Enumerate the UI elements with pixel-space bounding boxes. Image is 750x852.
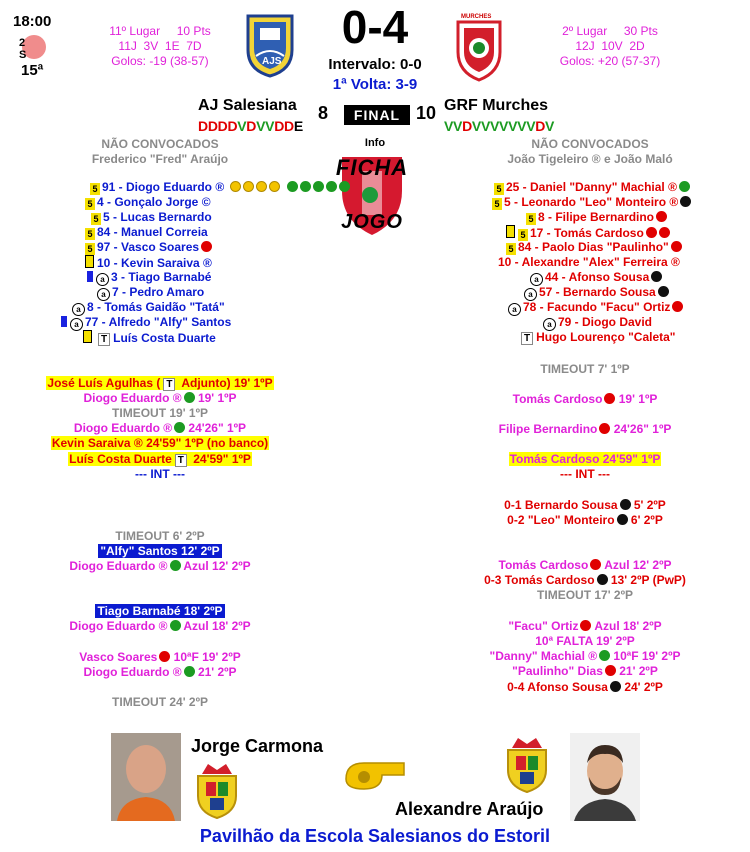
list-item[interactable]: T Hugo Lourenço "Caleta" xyxy=(440,330,750,345)
event-home: Diogo Eduardo ® 24'26" 1ºP xyxy=(73,421,247,435)
svg-text:AJS: AJS xyxy=(262,56,282,67)
away-team-name[interactable]: GRF Murches xyxy=(444,97,549,114)
form-result: D xyxy=(217,118,228,134)
home-goals: Golos: -19 (38-57) xyxy=(111,54,209,68)
away-team-crest[interactable] xyxy=(452,12,506,82)
home-team-name[interactable]: AJ Salesiana xyxy=(198,97,297,114)
list-item[interactable]: 5 84 - Manuel Correia xyxy=(0,225,320,240)
form-result: D xyxy=(535,118,546,134)
away-not-called-label: NÃO CONVOCADOS xyxy=(531,137,649,151)
form-result: V xyxy=(517,118,527,134)
form-result: V xyxy=(480,118,490,134)
list-item[interactable]: a 44 - Afonso Sousa xyxy=(440,270,750,285)
event-home: TIMEOUT 24' 2ºP xyxy=(112,695,208,709)
form-result: V xyxy=(265,118,275,134)
division-badge xyxy=(17,33,47,61)
list-item[interactable]: 5 91 - Diogo Eduardo ® xyxy=(0,180,320,195)
form-result: V xyxy=(499,118,509,134)
home-record: 11J 3V 1E 7D xyxy=(118,39,202,53)
away-standing: 2º Lugar 30 Pts xyxy=(562,24,658,38)
away-record: 12J 10V 2D xyxy=(575,39,645,53)
event-away: TIMEOUT 17' 2ºP xyxy=(537,588,633,602)
form-result: D xyxy=(274,118,285,134)
kickoff-time: 18:00 xyxy=(13,13,52,30)
home-not-called: Frederico "Fred" Araújo xyxy=(91,152,229,166)
event-home: José Luís Agulhas ( T Adjunto) 19' 1ºP xyxy=(47,376,273,390)
event-away: "Facu" Ortiz Azul 18' 2ºP xyxy=(508,619,662,633)
list-item[interactable]: a 7 - Pedro Amaro xyxy=(0,285,320,300)
form-result: V xyxy=(453,118,463,134)
form-result: V xyxy=(471,118,481,134)
list-item[interactable]: 10 - Alexandre "Alex" Ferreira ® xyxy=(498,255,680,269)
first-leg-result: 1ª Volta: 3-9 xyxy=(332,76,418,93)
svg-text:2: 2 xyxy=(19,37,26,49)
list-item[interactable]: T Luís Costa Duarte xyxy=(0,330,320,345)
list-item[interactable]: a 77 - Alfredo "Alfy" Santos xyxy=(0,315,320,330)
event-away: "Paulinho" Dias 21' 2ºP xyxy=(512,664,658,678)
home-standing: 11º Lugar 10 Pts xyxy=(109,24,211,38)
final-score: 0-4 xyxy=(341,1,409,53)
form-result: V xyxy=(237,118,247,134)
form-result: V xyxy=(526,118,536,134)
list-item[interactable]: 5 17 - Tomás Cardoso xyxy=(440,225,750,240)
form-result: D xyxy=(246,118,257,134)
jogo-title: JOGO xyxy=(341,211,403,233)
event-home: Diogo Eduardo ® 21' 2ºP xyxy=(83,665,237,679)
list-item[interactable]: 5 8 - Filipe Bernardino xyxy=(440,210,750,225)
event-home: Vasco Soares 10ªF 19' 2ºP xyxy=(79,650,241,664)
event-away: 0-2 "Leo" Monteiro 6' 2ºP xyxy=(507,513,663,527)
list-item[interactable]: 10 - Kevin Saraiva ® xyxy=(0,255,320,270)
list-item[interactable]: 5 4 - Gonçalo Jorge © xyxy=(0,195,320,210)
svg-text:MURCHES: MURCHES xyxy=(461,14,492,20)
form-result: D xyxy=(227,118,238,134)
away-goals: Golos: +20 (57-37) xyxy=(559,54,661,68)
event-home: Kevin Saraiva ® 24'59" 1ºP (no banco) xyxy=(51,436,269,450)
event-away: Tomás Cardoso 24'59" 1ºP xyxy=(509,452,661,466)
event-home: Diogo Eduardo ® 19' 1ºP xyxy=(83,391,237,405)
event-home: Luís Costa Duarte T 24'59" 1ºP xyxy=(69,452,251,466)
list-item[interactable]: a 3 - Tiago Barnabé xyxy=(0,270,320,285)
form-result: V xyxy=(444,118,454,134)
coach-icon: T xyxy=(521,332,533,345)
away-not-called: João Tigeleiro ® e João Maló xyxy=(507,152,673,166)
event-home: Tiago Barnabé 18' 2ºP xyxy=(97,604,223,618)
list-item[interactable]: 5 97 - Vasco Soares xyxy=(0,240,320,255)
list-item[interactable]: 5 5 - Leonardo "Leo" Monteiro ® xyxy=(440,195,750,210)
ficha-title: FICHA xyxy=(335,155,409,180)
list-item[interactable]: a 57 - Bernardo Sousa xyxy=(440,285,750,300)
away-fouls: 10 xyxy=(416,103,437,123)
home-form xyxy=(198,118,303,134)
referee-2-name: Alexandre Araújo xyxy=(395,799,544,819)
event-away: 0-3 Tomás Cardoso 13' 2ºP (PwP) xyxy=(484,573,686,587)
round-number: 15ª xyxy=(21,62,44,79)
home-fouls: 8 xyxy=(318,103,329,123)
form-result: V xyxy=(256,118,266,134)
halftime-score: Intervalo: 0-0 xyxy=(328,56,422,73)
event-away: "Danny" Machial ® 10ªF 19' 2ºP xyxy=(489,649,681,663)
form-result: D xyxy=(284,118,294,134)
away-player-list xyxy=(440,180,750,345)
coach-icon: T xyxy=(98,333,110,346)
home-not-called-label: NÃO CONVOCADOS xyxy=(101,137,219,151)
event-home: Diogo Eduardo ® Azul 18' 2ºP xyxy=(69,619,251,633)
list-item[interactable]: 5 84 - Paolo Dias "Paulinho" xyxy=(440,240,750,255)
whistle-icon xyxy=(342,757,410,793)
home-team-crest[interactable] xyxy=(244,12,296,78)
form-result: D xyxy=(207,118,218,134)
svg-text:S: S xyxy=(19,49,27,61)
event-away: 0-4 Afonso Sousa 24' 2ºP xyxy=(507,680,663,694)
event-away: TIMEOUT 7' 1ºP xyxy=(540,362,630,376)
list-item[interactable]: 5 25 - Daniel "Danny" Machial ® xyxy=(440,180,750,195)
event-home: --- INT --- xyxy=(135,467,185,481)
match-status-badge: FINAL xyxy=(344,105,410,125)
form-result: D xyxy=(462,118,472,134)
list-item[interactable]: a 8 - Tomás Gaidão "Tatá" xyxy=(0,300,320,315)
referee-1-name: Jorge Carmona xyxy=(191,736,324,756)
event-away: --- INT --- xyxy=(560,467,610,481)
form-result: E xyxy=(293,118,303,134)
form-result: V xyxy=(490,118,500,134)
event-away: Filipe Bernardino 24'26" 1ºP xyxy=(498,422,672,436)
event-home: Diogo Eduardo ® Azul 12' 2ºP xyxy=(69,559,251,573)
form-result: V xyxy=(508,118,518,134)
event-away: Tomás Cardoso Azul 12' 2ºP xyxy=(498,558,672,572)
referee-1-photo xyxy=(111,733,181,821)
referee-2-photo xyxy=(570,733,640,821)
form-result: D xyxy=(198,118,208,134)
list-item[interactable]: 5 5 - Lucas Bernardo xyxy=(0,210,320,225)
venue: Pavilhão da Escola Salesianos do Estoril xyxy=(199,826,551,846)
list-item[interactable]: a 78 - Facundo "Facu" Ortiz xyxy=(440,300,750,315)
event-away: Tomás Cardoso 19' 1ºP xyxy=(512,392,658,406)
info-label: Info xyxy=(364,137,386,149)
event-away: 10ª FALTA 19' 2ºP xyxy=(535,634,635,648)
association-crest-right xyxy=(504,736,550,794)
event-home: TIMEOUT 6' 2ºP xyxy=(115,529,205,543)
event-home: TIMEOUT 19' 1ºP xyxy=(112,406,208,420)
away-form xyxy=(444,118,554,134)
home-player-list xyxy=(0,180,320,345)
event-home: "Alfy" Santos 12' 2ºP xyxy=(100,544,220,558)
form-result: V xyxy=(545,118,555,134)
association-crest-left xyxy=(194,762,240,820)
list-item[interactable]: a 79 - Diogo David xyxy=(440,315,750,330)
event-away: 0-1 Bernardo Sousa 5' 2ºP xyxy=(504,498,666,512)
